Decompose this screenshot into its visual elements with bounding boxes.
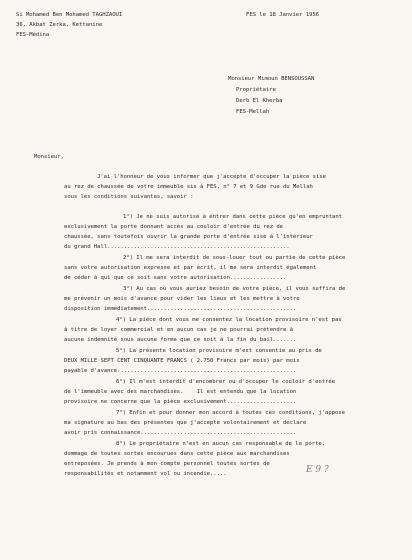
condition-line: payable d'avance...................................................... [64, 368, 297, 374]
condition-line: dommage de toutes sortes encourues dans cette pièce aux marchandises [64, 451, 290, 457]
condition-line: provisoire ne concerne que la pièce exclusivement..................... [64, 399, 297, 405]
condition-line: avoir pris connaissance............................................... [64, 430, 297, 436]
condition-line: 8°) Le propriétaire n'est en aucun cas responsable de la porte, [116, 441, 326, 447]
condition-line: disposition immédiatement............................................. [64, 306, 297, 312]
condition-line: aucune indemnité sous aucune forme que ce soit à la fin du bail....... [64, 337, 297, 343]
condition-line: ma signature au bas des présentes que j'accepte volontairement et déclare [64, 420, 307, 426]
sender-city: FES-Médina [16, 32, 50, 38]
condition-line: 2°) Il me sera interdit de sous-louer tout ou partie de cette pièce [123, 255, 346, 261]
sender-address: 36, Akbat Zerka, Kettanine [16, 22, 103, 28]
date-line: FES le 18 Janvier 1956 [246, 12, 319, 18]
salutation: Monsieur, [34, 154, 64, 160]
condition-line: 3°) Au cas où vous auriez besoin de votre pièce, il vous suffira de [123, 286, 346, 292]
condition-line: 5°) La présente location provisoire m'est consentie au prix de [116, 348, 322, 354]
condition-line: 7°) Enfin et pour donner mon accord à toutes ces conditions, j'appose [116, 410, 345, 416]
condition-line: du grand Hall....................................................... [64, 244, 290, 250]
intro-line: au rez de chaussée de votre immeuble sis à FES, n° 7 et 9 Gde rue du Mellah [64, 184, 313, 190]
condition-line: de l'immeuble avec des marchandises. Il est entendu que la location [64, 389, 297, 395]
recipient-title: Propriétaire [236, 87, 276, 93]
condition-line: de céder à qui que ce soit sans votre autorisation................. [64, 275, 287, 281]
intro-line: J'ai l'honneur de vous informer que j'accepte d'occuper la pièce sise [97, 174, 326, 180]
margin-note: E 9 ? [306, 465, 329, 475]
condition-line: à titre de loyer commercial et en aucun cas je ne pourrai prétendre à [64, 327, 293, 333]
condition-line: 1°) Je ne suis autorisé à entrer dans cette pièce qu'en empruntant [123, 214, 342, 220]
intro-line: sous les conditions suivantes, savoir : [64, 194, 194, 200]
recipient-address: Derb El Kherba [236, 98, 283, 104]
condition-line: entreposées. Je prends à mon compte personnel toutes sortes de [64, 461, 270, 467]
condition-line: responsabilités et notamment vol ou incendie..... [64, 471, 227, 477]
condition-line: 6°) Il m'est interdit d'encombrer ou d'occuper le couloir d'entrée [116, 379, 335, 385]
condition-line: me prévenir un mois d'avance pour vider les lieux et les mettre à votre [64, 296, 300, 302]
condition-line: sans votre autorisation expresse et par écrit, il me sera interdit également [64, 265, 317, 271]
condition-line: chaussée, sans toutefois ouvrir la grande porte d'entrée sise à l'intérieur [64, 234, 313, 240]
condition-line: exclusivement la porte donnant accès au couloir d'entrée du rez de [64, 224, 283, 230]
condition-line: 4°) La pièce dont vous me consentez la location provisoire n'est pas [116, 317, 342, 323]
sender-name: Si Mohamed Ben Mohamed TAGHZAOUI [16, 12, 123, 18]
condition-line: DEUX MILLE SEPT CENT CINQUANTE FRANCS ( 2.750 Francs par mois) par mois [64, 358, 300, 364]
recipient-name: Monsieur Mimoun BENSOUSSAN [228, 76, 315, 82]
recipient-city: FES-Mellah [236, 109, 270, 115]
